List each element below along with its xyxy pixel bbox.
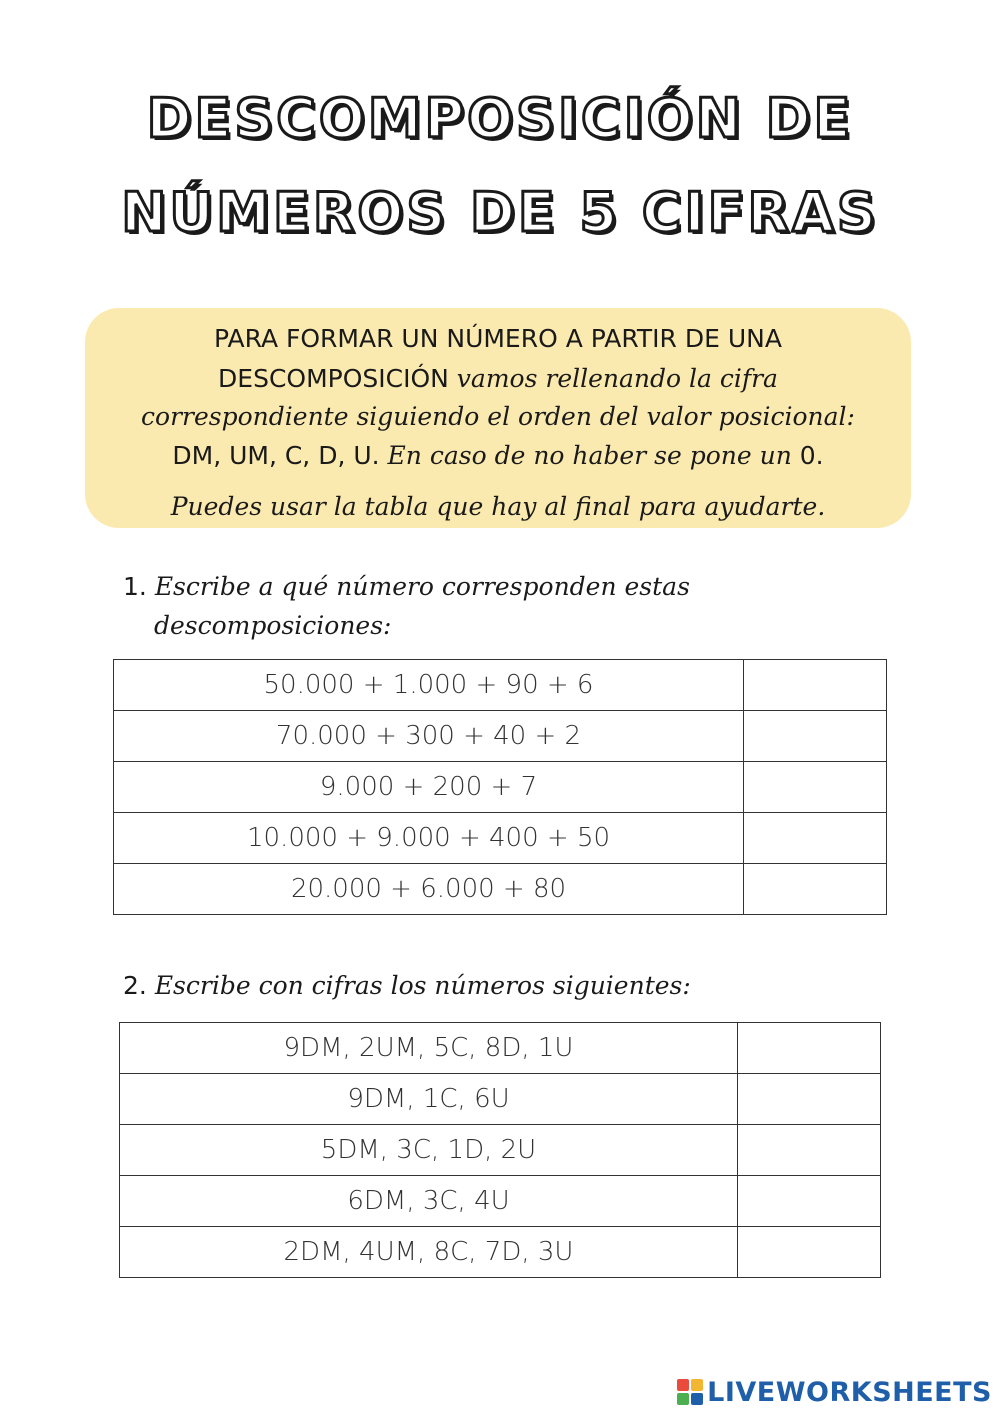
place-value-cell: 6DM, 3C, 4U: [120, 1176, 738, 1227]
answer-input[interactable]: [738, 1023, 881, 1074]
answer-input[interactable]: [744, 762, 887, 813]
instructions-line-4: DM, UM, C, D, U. En caso de no haber se pone un 0.: [172, 441, 824, 470]
answer-input[interactable]: [738, 1125, 881, 1176]
exercise1-table: [113, 659, 887, 915]
answer-input[interactable]: [738, 1227, 881, 1278]
answer-input[interactable]: [738, 1074, 881, 1125]
instructions-line-1: PARA FORMAR UN NÚMERO A PARTIR DE UNA: [214, 324, 782, 353]
table-row: [114, 660, 887, 711]
answer-input[interactable]: [744, 864, 887, 915]
decomposition-cell: 20.000 + 6.000 + 80: [114, 864, 744, 915]
exercise2-table: [119, 1022, 881, 1278]
answer-input[interactable]: [744, 813, 887, 864]
instructions-box: [85, 308, 911, 528]
table-row: [114, 864, 887, 915]
table-row: [120, 1227, 881, 1278]
decomposition-cell: 9.000 + 200 + 7: [114, 762, 744, 813]
liveworksheets-logo: [677, 1377, 992, 1407]
exercise1-prompt: 1. Escribe a qué número corresponden estas: [123, 572, 690, 601]
place-value-cell: 9DM, 2UM, 5C, 8D, 1U: [120, 1023, 738, 1074]
exercise2-prompt: 2. Escribe con cifras los números siguientes:: [123, 971, 691, 1000]
instructions-line-2: DESCOMPOSICIÓN vamos rellenando la cifra: [218, 364, 778, 393]
exercise1-prompt-line2: descomposiciones:: [154, 611, 392, 640]
place-value-cell: 2DM, 4UM, 8C, 7D, 3U: [120, 1227, 738, 1278]
instructions-line-5: Puedes usar la tabla que hay al final para ayudarte.: [170, 492, 826, 521]
decomposition-cell: 70.000 + 300 + 40 + 2: [114, 711, 744, 762]
answer-input[interactable]: [744, 711, 887, 762]
liveworksheets-logo-icon: [677, 1379, 703, 1405]
table-row: [114, 762, 887, 813]
decomposition-cell: 10.000 + 9.000 + 400 + 50: [114, 813, 744, 864]
place-value-cell: 5DM, 3C, 1D, 2U: [120, 1125, 738, 1176]
liveworksheets-logo-text: LIVEWORKSHEETS: [707, 1376, 992, 1408]
table-row: [114, 711, 887, 762]
table-row: [120, 1074, 881, 1125]
answer-input[interactable]: [738, 1176, 881, 1227]
table-row: [114, 813, 887, 864]
decomposition-cell: 50.000 + 1.000 + 90 + 6: [114, 660, 744, 711]
worksheet-title-line1: DESCOMPOSICIÓN DE: [146, 87, 854, 150]
worksheet-title-line2: NÚMEROS DE 5 CIFRAS: [121, 181, 879, 244]
place-value-cell: 9DM, 1C, 6U: [120, 1074, 738, 1125]
table-row: [120, 1125, 881, 1176]
table-row: [120, 1176, 881, 1227]
instructions-line-3: correspondiente siguiendo el orden del valor posicional:: [141, 402, 855, 431]
answer-input[interactable]: [744, 660, 887, 711]
table-row: [120, 1023, 881, 1074]
